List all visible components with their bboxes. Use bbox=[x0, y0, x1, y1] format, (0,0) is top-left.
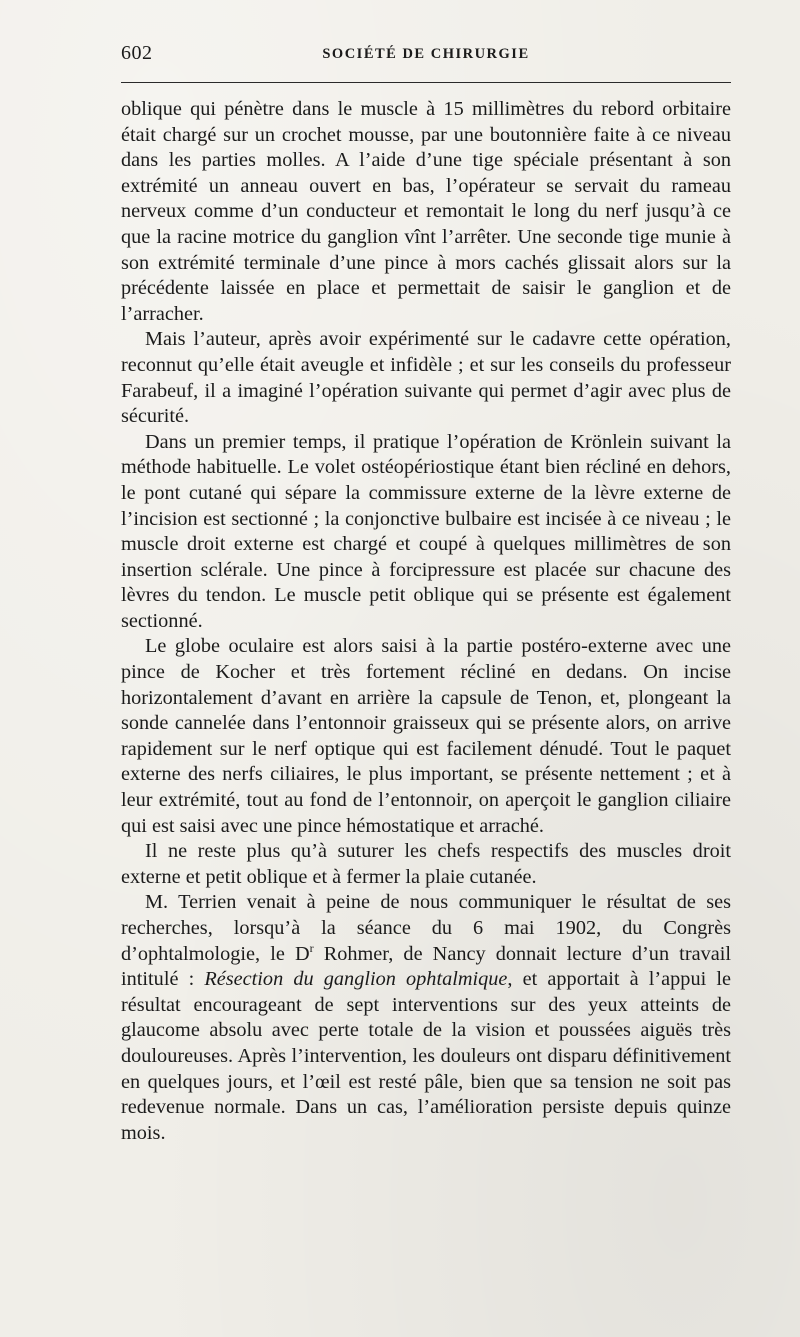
paragraph: Mais l’auteur, après avoir expérimenté sur le cadavre cette opération, reconnut qu’elle était aveugle et infidèle ; et sur les conseils du professeur Farabeuf, il a imaginé l’opération suivante qui permet d’agir avec plus de sécurité. bbox=[121, 328, 731, 428]
paragraph: Le globe oculaire est alors saisi à la partie postéro-externe avec une pince de Kocher et très fortement récliné en dedans. On incise horizontalement d’avant en arrière la capsule de Tenon, et, plongeant la sonde cannelée dans l’entonnoir graisseux qui se présente alors, on arrive rapidement sur le nerf optique qui est facilement dénudé. Tout le paquet externe des nerfs ciliaires, le plus important, se présente nettement ; et à leur extrémité, tout au fond de l’entonnoir, on aperçoit le ganglion ciliaire qui est saisi avec une pince hémostatique et arraché. bbox=[121, 635, 731, 837]
body-text bbox=[121, 97, 731, 1146]
italic-title: Résection du ganglion ophtalmique bbox=[204, 968, 508, 991]
page-header bbox=[121, 42, 731, 72]
running-title: SOCIÉTÉ DE CHIRURGIE bbox=[322, 46, 530, 62]
paragraph: Il ne reste plus qu’à suturer les chefs respectifs des muscles droit externe et petit oblique et à fermer la plaie cutanée. bbox=[121, 840, 731, 888]
header-rule bbox=[121, 82, 731, 83]
text-run: Rohmer, de Nancy donnait lecture d’un travail intitulé : bbox=[121, 942, 731, 991]
paragraph-last bbox=[121, 890, 731, 1146]
paragraph-continued: oblique qui pénètre dans le muscle à 15 millimètres du rebord orbitaire était chargé sur un crochet mousse, par une boutonnière faite à ce niveau dans les parties molles. A l’aide d’une tige spéciale présentant à son extrémité un anneau ouvert en bas, l’opérateur se servait du rameau nerveux comme d’un conducteur et remontait le long du nerf jusqu’à ce que la racine motrice du ganglion vînt l’arrêter. Une seconde tige munie à son extrémité terminale d’une pince à mors cachés glissait alors sur la précédente laissée en place et permettait de saisir le ganglion et de l’arracher. bbox=[121, 98, 731, 325]
text-run: M. Terrien venait à peine de nous communiquer le résultat de ses recherches, lorsqu’à la séance du 6 mai 1902, du Congrès d’ophtalmologie, le D bbox=[121, 891, 731, 965]
paragraph: Dans un premier temps, il pratique l’opération de Krönlein suivant la méthode habituelle. Le volet ostéopériostique étant bien récliné en dehors, le pont cutané qui sépare la commissure externe de la lèvre externe de l’incision est sectionné ; la conjonctive bulbaire est incisée à ce niveau ; le muscle droit externe est chargé et coupé à quelques millimètres de son insertion sclérale. Une pince à forcipressure est placée sur chacune des lèvres du tendon. Le muscle petit oblique qui se présente est également sectionné. bbox=[121, 430, 731, 632]
page-number: 602 bbox=[121, 42, 153, 64]
superscript: r bbox=[309, 940, 314, 955]
text-run: , et apportait à l’appui le résultat encourageant de sept interventions sur des yeux atteints de glaucome absolu avec perte totale de la vision et poussées aiguës très douloureuses. Après l’intervention, les douleurs ont disparu définitivement en quelques jours, et l’œil est resté pâle, bien que sa tension ne soit pas redevenue normale. Dans un cas, l’amélioration persiste depuis quinze mois. bbox=[121, 968, 731, 1144]
